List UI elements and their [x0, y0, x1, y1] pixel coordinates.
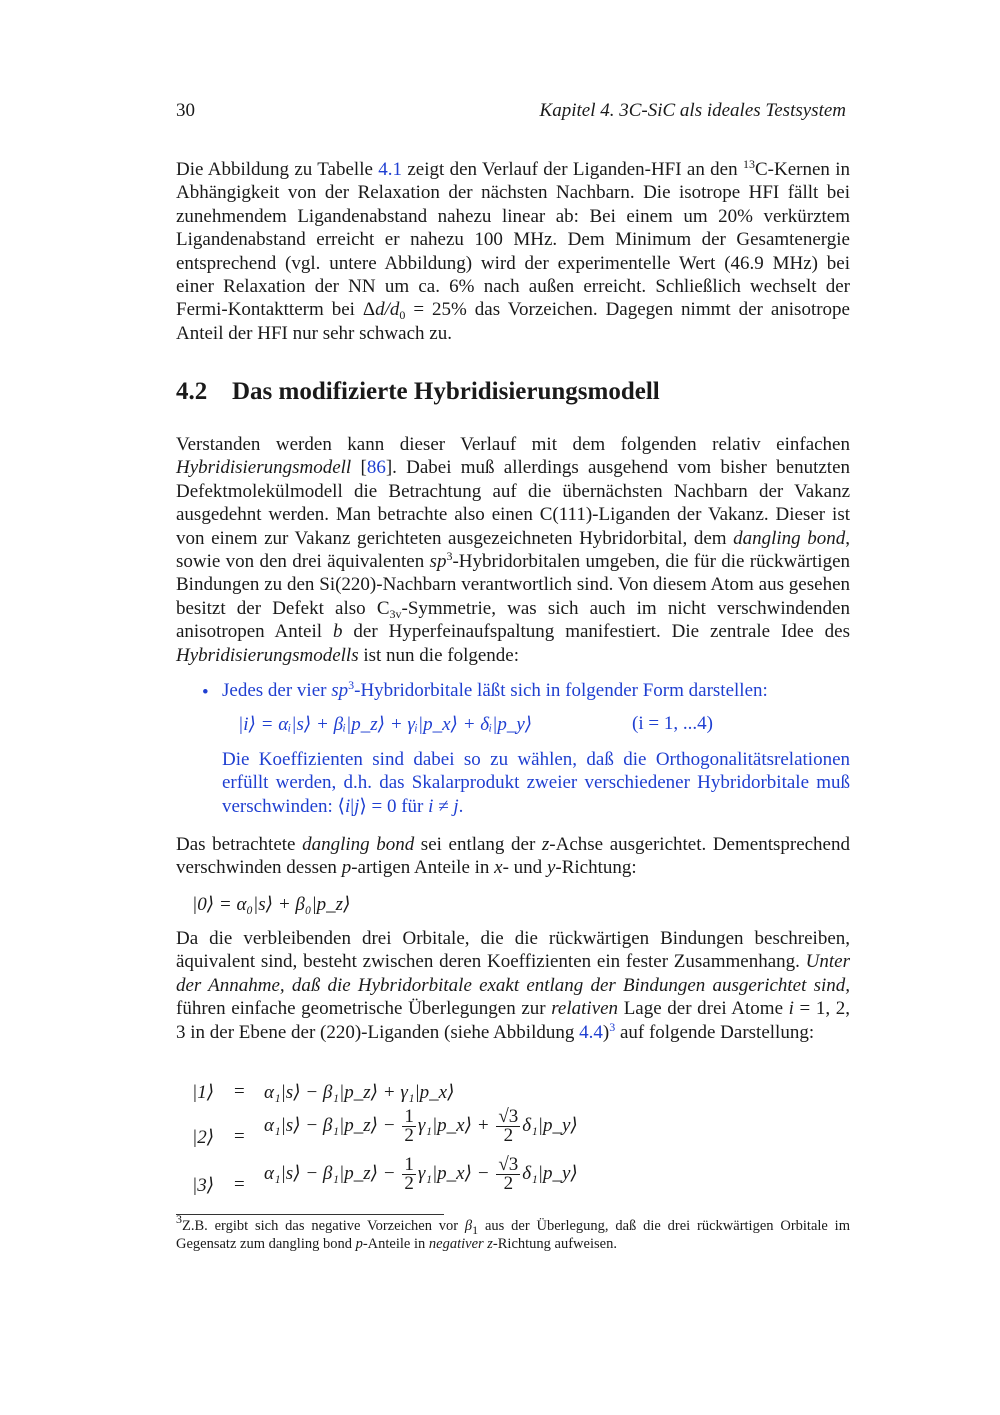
section-heading — [176, 378, 660, 406]
figure-ref-link[interactable]: 4.4 — [579, 1021, 603, 1043]
bullet-marker: • — [202, 682, 209, 703]
eq2-rhs: α₁|s⟩ − β₁|p_z⟩ − $\frac{1}{2}$ γ₁|p_x⟩ + $\frac{√3}{2}$ δ₁|p_y⟩ — [264, 1106, 578, 1146]
page-number: 30 — [176, 100, 195, 121]
paragraph-hfi-ligands: Die Abbildung zu Tabelle 4.1 zeigt den Verlauf der Liganden-HFI an den $^{13}$C-Kernen in Abhängigkeit von der Relaxation der nächsten Nachbarn. Die isotrope HFI fällt bei zunehmendem Ligandenabstand nahezu linear ab: Bei einem um 20% verkürztem Ligandenabstand erreicht er nahezu 100 MHz. Dem Minimum der Gesamtenergie entsprechend (vgl. untere Abbildung) wird der experimentelle Wert (46.9 MHz) bei einer Relaxation der NN um ca. 6% nach außen erreicht. Schließlich wechselt der Fermi-Kontaktterm bei $\Delta d/d_0 = 25\%$ das Vorzeichen. Dagegen nimmt der anisotrope Anteil der HFI nur sehr schwach zu. — [176, 157, 851, 344]
eq3-rhs: α₁|s⟩ − β₁|p_z⟩ − $\frac{1}{2}$ γ₁|p_x⟩ − $\frac{√3}{2}$ δ₁|p_y⟩ — [264, 1154, 578, 1194]
section-number: 4.2 — [176, 378, 208, 405]
citation-link[interactable]: 86 — [366, 457, 386, 479]
section-title: Das modifizierte Hybridisierungsmodell — [232, 378, 660, 405]
running-header: Kapitel 4. 3C-SiC als ideales Testsystem — [539, 100, 846, 121]
paragraph-dangling-bond: Das betrachtete dangling bond sei entlang der z-Achse ausgerichtet. Dementsprechend verschwinden dessen p-artigen Anteile in x- und y-Richtung: — [176, 834, 850, 879]
footnote-mark-link[interactable]: 3 — [609, 1019, 616, 1034]
eq1-lhs: |1⟩ — [192, 1082, 215, 1103]
paragraph-back-bonds: Da die verbleibenden drei Orbitale, die die rückwärtigen Bindungen beschreiben, äquivalent sind, besteht zwischen deren Koeffizienten ein fester Zusammenhang. Unter der Annahme, daß die Hybridorbitale exakt entlang der Bindungen ausgerichtet sind, führen einfache geometrische Überlegungen zur relativen Lage der drei Atome i = 1, 2, 3 in der Ebene der (220)-Liganden (siehe Abbildung 4.4)$^3$ auf folgende Darstellung: — [176, 928, 850, 1043]
dangling-bond-equation: |0⟩ = α₀|s⟩ + β₀|p_z⟩ — [192, 894, 351, 915]
table-ref-link[interactable]: 4.1 — [378, 159, 402, 180]
eq1-rhs: α₁|s⟩ − β₁|p_z⟩ + γ₁|p_x⟩ — [264, 1082, 455, 1103]
paragraph-hybrid-model: Verstanden werden kann dieser Verlauf mit dem folgenden relativ einfachen Hybridisierungsmodell [86]. Dabei muß allerdings ausgehend vom bisher benutzten Defektmolekülmodell die Betrachtung auf die übernächsten Nachbarn der Vakanz ausgedehnt werden. Man betrachte also einen C(111)-Liganden der Vakanz. Dieser ist von einem zur Vakanz gerichteten ausgezeichneten Hybridorbital, dem dangling bond, sowie von den drei äquivalenten $sp^3$-Hybridorbitalen umgeben, die für die rückwärtigen Bindungen zu den Si(220)-Nachbarn verantwortlich sind. Von diesem Atom aus gesehen besitzt der Defekt also $C_{3v}$-Symmetrie, was sich auch im nicht verschwindenden anisotropen Anteil b der Hyperfeinaufspaltung manifestiert. Die zentrale Idee des Hybridisierungsmodells ist nun die folgende: — [176, 434, 851, 666]
eq1-equals: = — [234, 1081, 245, 1102]
footnote: $^3$Z.B. ergibt sich das negative Vorzeichen vor $\beta_1$ aus der Überlegung, daß die drei rückwärtigen Orbitale im Gegensatz zum dangling bond p-Anteile in negativer z-Richtung aufweisen. — [176, 1212, 850, 1252]
bullet-orthogonality: Die Koeffizienten sind dabei so zu wählen, daß die Orthogonalitätsrelationen erfüllt werden, d.h. das Skalarprodukt zweier verschiedener Hybridorbitale muß verschwinden: ⟨i|j⟩ = 0 für i ≠ j. — [222, 749, 850, 817]
eq3-equals: = — [234, 1174, 245, 1195]
eq2-equals: = — [234, 1126, 245, 1147]
eq2-lhs: |2⟩ — [192, 1127, 215, 1148]
hybrid-orbital-equation: |i⟩ = αᵢ|s⟩ + βᵢ|p_z⟩ + γᵢ|p_x⟩ + δᵢ|p_y⟩ — [238, 714, 533, 735]
equation-label: (i = 1, ...4) — [632, 713, 713, 734]
bullet-intro: Jedes der vier $sp^3$-Hybridorbitale läßt sich in folgender Form darstellen: — [222, 678, 768, 701]
eq3-lhs: |3⟩ — [192, 1175, 215, 1196]
footnote-rule — [176, 1214, 444, 1215]
